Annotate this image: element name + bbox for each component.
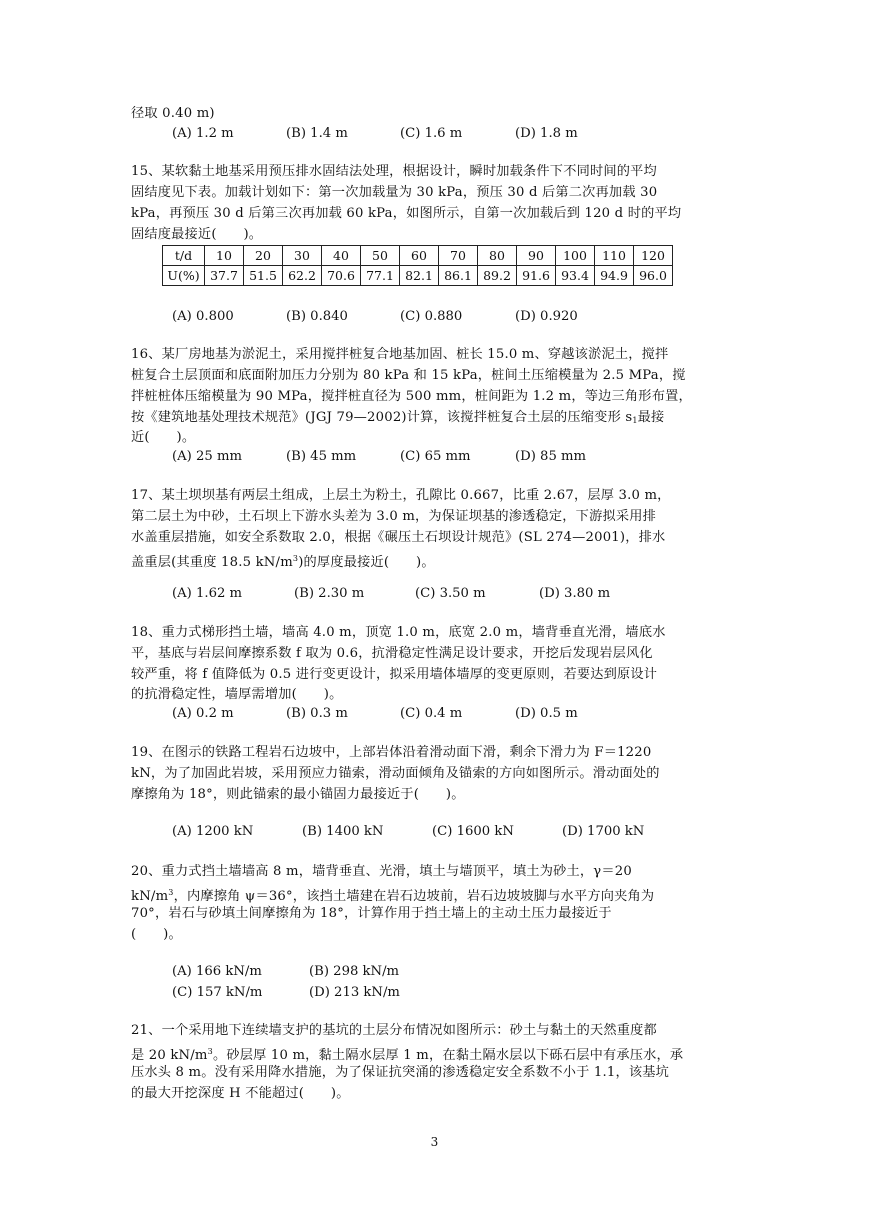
q20-superscript: 3 <box>168 888 174 897</box>
q19-option-d: (D) 1700 kN <box>562 824 645 839</box>
q17-option-c: (C) 3.50 m <box>415 586 486 601</box>
q16-subscript: 1 <box>632 416 638 425</box>
table-cell: 10 <box>205 246 244 266</box>
table-row-time <box>163 246 673 266</box>
table-cell: 30 <box>283 246 322 266</box>
q16-text-segment: 按《建筑地基处理技术规范》(JGJ 79—2002)计算，该搅拌桩复合土层的压缩变形 s <box>131 410 633 425</box>
q18-option-d: (D) 0.5 m <box>515 706 578 721</box>
q14-option-a: (A) 1.2 m <box>172 126 234 141</box>
q17-text-line <box>131 549 751 573</box>
q20-option-b: (B) 298 kN/m <box>309 964 400 979</box>
q19-text-line: 摩擦角为 18°，则此锚索的最小锚固力最接近于( )。 <box>131 787 465 802</box>
table-cell: 60 <box>400 246 439 266</box>
q16-text-line: 桩复合土层顶面和底面附加压力分别为 80 kPa 和 15 kPa，桩间土压缩模量为 2.5 MPa，搅 <box>131 368 686 383</box>
q16-option-c: (C) 65 mm <box>400 449 471 464</box>
table-cell: 51.5 <box>244 266 283 286</box>
q21-text-line: 21、一个采用地下连续墙支护的基坑的土层分布情况如图所示：砂土与黏土的天然重度都 <box>131 1023 657 1038</box>
table-cell: 77.1 <box>361 266 400 286</box>
q20-option-d: (D) 213 kN/m <box>309 985 400 1000</box>
q16-text-line: 16、某厂房地基为淤泥土，采用搅拌桩复合地基加固、桩长 15.0 m、穿越该淤泥土，搅拌 <box>131 347 669 362</box>
table-cell: 40 <box>322 246 361 266</box>
q15-text-line: 15、某软黏土地基采用预压排水固结法处理，根据设计，瞬时加载条件下不同时间的平均 <box>131 164 657 179</box>
q20-text-segment: ，内摩擦角 ψ＝36°，该挡土墙建在岩石边坡前，岩石边坡坡脚与水平方向夹角为 <box>173 889 655 904</box>
q18-text-line: 18、重力式梯形挡土墙，墙高 4.0 m，顶宽 1.0 m，底宽 2.0 m，墙背垂直光滑，墙底水 <box>131 625 666 640</box>
q19-text-line: kN，为了加固此岩坡，采用预应力锚索，滑动面倾角及锚索的方向如图所示。滑动面处的 <box>131 766 660 781</box>
table-cell: 50 <box>361 246 400 266</box>
table-cell: 20 <box>244 246 283 266</box>
table-cell: 93.4 <box>556 266 595 286</box>
table-cell: 90 <box>517 246 556 266</box>
table-cell: 62.2 <box>283 266 322 286</box>
q15-text-line: kPa，再预压 30 d 后第三次再加载 60 kPa，如图所示，自第一次加载后到 120 d 时的平均 <box>131 206 682 221</box>
q19-option-a: (A) 1200 kN <box>172 824 254 839</box>
q16-option-a: (A) 25 mm <box>172 449 242 464</box>
q17-text-line: 17、某土坝坝基有两层土组成，上层土为粉土，孔隙比 0.667，比重 2.67，层厚 3.0 m， <box>131 488 671 503</box>
q21-text-line: 的最大开挖深度 H 不能超过( )。 <box>131 1086 350 1101</box>
table-row-u <box>163 266 673 286</box>
q17-option-b: (B) 2.30 m <box>294 586 365 601</box>
q20-option-a: (A) 166 kN/m <box>172 964 262 979</box>
table-cell: 89.2 <box>478 266 517 286</box>
q17-superscript: 3 <box>292 554 299 563</box>
consolidation-table <box>162 245 673 286</box>
q15-option-a: (A) 0.800 <box>172 309 234 324</box>
q21-text-line: 压水头 8 m。没有采用降水措施，为了保证抗突涌的渗透稳定安全系数不小于 1.1，该基坑 <box>131 1065 669 1080</box>
q17-text-line: 水盖重层措施，如安全系数取 2.0，根据《碾压土石坝设计规范》(SL 274—2001)，排水 <box>131 530 666 545</box>
table-cell: 100 <box>556 246 595 266</box>
q21-text-segment: 是 20 kN/m <box>131 1048 208 1063</box>
q14-option-c: (C) 1.6 m <box>400 126 463 141</box>
q20-text-segment: kN/m <box>131 889 169 904</box>
q19-option-c: (C) 1600 kN <box>432 824 514 839</box>
q17-text-segment: )的厚度最接近( )。 <box>298 555 435 570</box>
q15-text-line: 固结度见下表。加载计划如下：第一次加载量为 30 kPa，预压 30 d 后第二次再加载 30 <box>131 185 658 200</box>
q14-option-d: (D) 1.8 m <box>515 126 578 141</box>
q19-text-line: 19、在图示的铁路工程岩石边坡中，上部岩体沿着滑动面下滑，剩余下滑力为 F＝1220 <box>131 745 652 760</box>
table-header-u: U(%) <box>163 266 205 286</box>
q15-option-b: (B) 0.840 <box>286 309 348 324</box>
q14-continuation: 径取 0.40 m) <box>131 106 215 121</box>
q17-text-segment: 盖重层(其重度 18.5 kN/m <box>131 555 293 570</box>
q14-option-b: (B) 1.4 m <box>286 126 348 141</box>
table-cell: 70.6 <box>322 266 361 286</box>
q16-option-d: (D) 85 mm <box>515 449 587 464</box>
q17-option-a: (A) 1.62 m <box>172 586 243 601</box>
table-cell: 70 <box>439 246 478 266</box>
table-cell: 120 <box>634 246 673 266</box>
q17-option-d: (D) 3.80 m <box>539 586 611 601</box>
q17-text-line: 第二层土为中砂，土石坝上下游水头差为 3.0 m，为保证坝基的渗透稳定，下游拟采用排 <box>131 509 657 524</box>
q16-text-line: 拌桩桩体压缩模量为 90 MPa，搅拌桩直径为 500 mm，桩间距为 1.2 m，等边三角形布置， <box>131 389 692 404</box>
table-cell: 37.7 <box>205 266 244 286</box>
table-cell: 110 <box>595 246 634 266</box>
q18-text-line: 较严重，将 f 值降低为 0.5 进行变更设计，拟采用墙体墙厚的变更原则，若要达到原设计 <box>131 667 658 682</box>
q18-text-line: 平，基底与岩层间摩擦系数 f 取为 0.6，抗滑稳定性满足设计要求，开挖后发现岩层风化 <box>131 646 653 661</box>
q16-text-segment: 最接 <box>637 410 665 425</box>
q16-option-b: (B) 45 mm <box>286 449 357 464</box>
q20-option-c: (C) 157 kN/m <box>172 985 263 1000</box>
table-cell: 91.6 <box>517 266 556 286</box>
q18-option-b: (B) 0.3 m <box>286 706 348 721</box>
table-cell: 94.9 <box>595 266 634 286</box>
q16-text-line: 近( )。 <box>131 430 196 445</box>
q18-text-line: 的抗滑稳定性，墙厚需增加( )。 <box>131 687 343 702</box>
q18-option-a: (A) 0.2 m <box>172 706 234 721</box>
q20-text-line: 20、重力式挡土墙墙高 8 m，墙背垂直、光滑，填土与墙顶平，填土为砂土，γ＝20 <box>131 864 632 879</box>
table-cell: 82.1 <box>400 266 439 286</box>
q18-option-c: (C) 0.4 m <box>400 706 463 721</box>
q15-option-d: (D) 0.920 <box>515 309 578 324</box>
q20-text-line: ( )。 <box>131 927 182 942</box>
q21-superscript: 3 <box>207 1047 213 1056</box>
table-header-t: t/d <box>163 246 205 266</box>
q21-text-segment: 。砂层厚 10 m，黏土隔水层厚 1 m，在黏土隔水层以下砾石层中有承压水，承 <box>212 1048 684 1063</box>
q15-option-c: (C) 0.880 <box>400 309 463 324</box>
q20-text-line: 70°，岩石与砂填土间摩擦角为 18°，计算作用于挡土墙上的主动土压力最接近于 <box>131 906 612 921</box>
table-cell: 96.0 <box>634 266 673 286</box>
table-cell: 86.1 <box>439 266 478 286</box>
q15-text-line: 固结度最接近( )。 <box>131 227 263 242</box>
page-number: 3 <box>430 1135 439 1149</box>
q19-option-b: (B) 1400 kN <box>302 824 384 839</box>
table-cell: 80 <box>478 246 517 266</box>
